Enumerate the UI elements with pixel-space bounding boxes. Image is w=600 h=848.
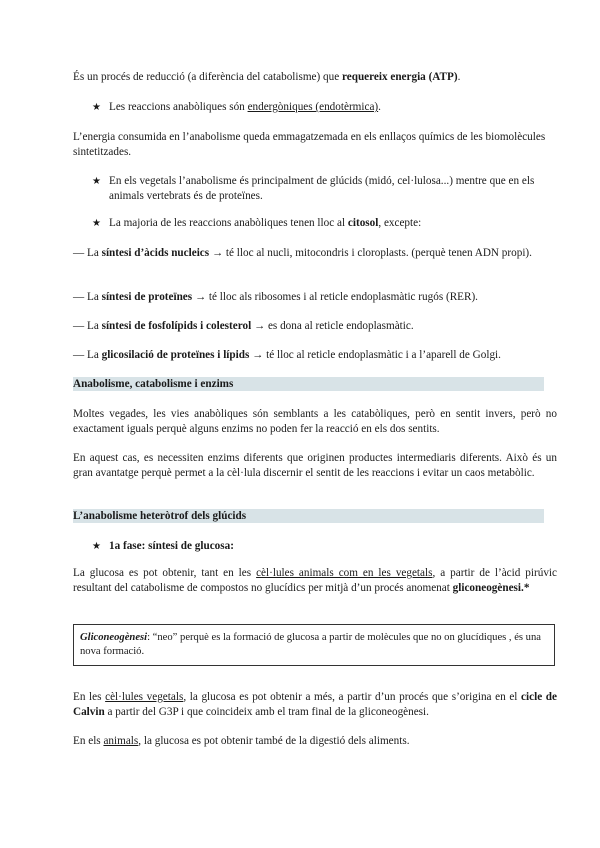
definition-box-gliconeogenesi: Gliconeogènesi: “neo” perquè es la formació de glucosa a partir de molècules que no on glucídiques , és una nova formació. <box>73 624 555 666</box>
paragraph-similar-pathways: Moltes vegades, les vies anabòliques són semblants a les catabòliques, però en sentit invers, però no exactament iguals perquè alguns enzims no poden fer la reacció en els dos sentits. <box>73 408 557 435</box>
paragraph-reduction: És un procés de reducció (a diferència del catabolisme) que requereix energia (ATP). <box>73 71 461 83</box>
bullet-endergonic: ★ Les reaccions anabòliques són endergòniques (endotèrmica). <box>92 101 381 113</box>
star-bullet-icon: ★ <box>92 218 101 229</box>
paragraph-energy-stored: L’energia consumida en l’anabolisme queda emmagatzemada en els enllaços químics de les biomolècules sintetitzades. <box>73 131 546 158</box>
bullet-citosol: ★ La majoria de les reaccions anabòliques tenen lloc al citosol, excepte: <box>92 217 422 229</box>
bullet-vegetals: ★ En els vegetals l’anabolisme és principalment de glúcids (midó, cel·lulosa...) mentre que en els animals vertebrats és de proteïnes. <box>92 175 535 202</box>
section-heading-anabolism-enzymes: Anabolisme, catabolisme i enzims <box>73 377 544 391</box>
star-bullet-icon: ★ <box>92 176 101 187</box>
star-bullet-icon: ★ <box>92 102 101 113</box>
paragraph-vegetal-cells: En les cèl·lules vegetals, la glucosa es pot obtenir a més, a partir d’un procés que s’origina en el cicle de Calvin a partir del G3P i que coincideix amb el tram final de la gliconeogènesi. <box>73 691 557 718</box>
dash-item-phospholipids: — La síntesi de fosfolípids i colesterol → es dona al reticle endoplasmàtic. <box>73 320 414 332</box>
dash-item-proteins: — La síntesi de proteïnes → té lloc als ribosomes i al reticle endoplasmàtic rugós (RER). <box>73 291 478 303</box>
dash-item-nucleic-acids: — La síntesi d’àcids nucleics → té lloc al nucli, mitocondris i cloroplasts. (perquè tenen ADN propi). <box>73 247 532 259</box>
section-heading-heterotrophic-anabolism: L’anabolisme heteròtrof dels glúcids <box>73 509 544 523</box>
paragraph-glucose-origin: La glucosa es pot obtenir, tant en les cèl·lules animals com en les vegetals, a partir de l’àcid pirúvic resultant del catabolisme de compostos no glucídics per mitjà d’un procés anomenat gliconeogènesi.* <box>73 567 557 594</box>
bullet-first-phase: ★ 1a fase: síntesi de glucosa: <box>92 540 234 552</box>
paragraph-animals: En els animals, la glucosa es pot obtenir també de la digestió dels aliments. <box>73 735 410 747</box>
dash-item-glycosylation: — La glicosilació de proteïnes i lípids → té lloc al reticle endoplasmàtic i a l’aparell de Golgi. <box>73 349 501 361</box>
star-bullet-icon: ★ <box>92 541 101 552</box>
paragraph-different-enzymes: En aquest cas, es necessiten enzims diferents que originen productes intermediaris diferents. Això és un gran avantatge perquè permet a la cèl·lula discernir el sentit de les reaccions i evitar un caos metabòlic. <box>73 452 557 479</box>
